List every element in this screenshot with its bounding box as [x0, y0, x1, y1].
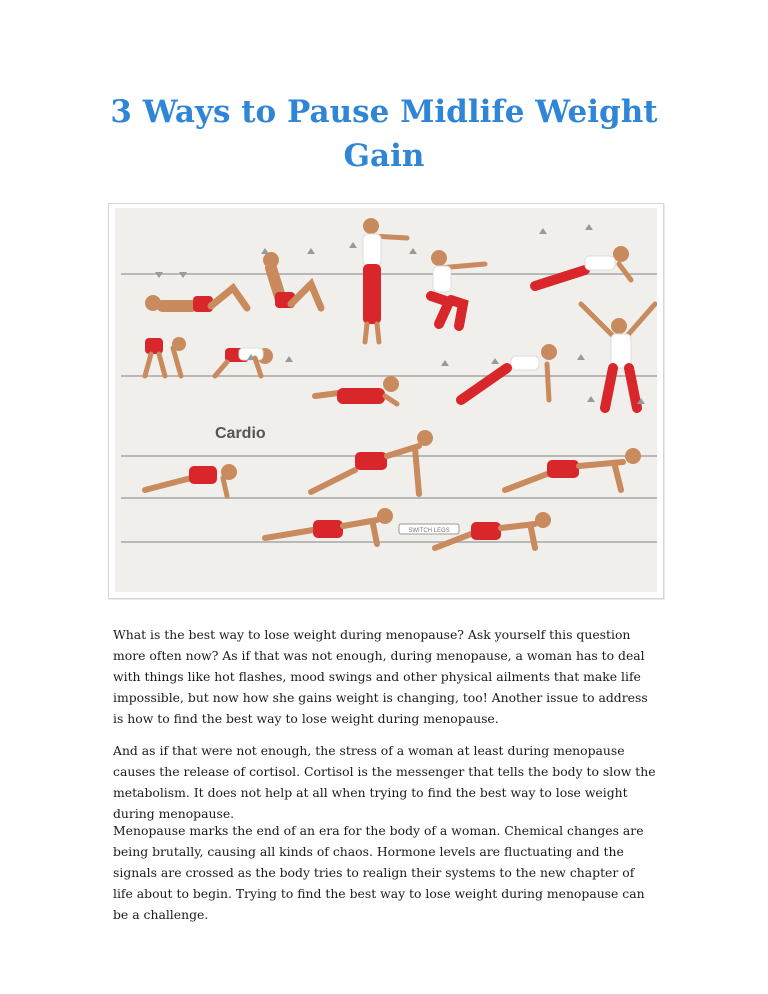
body-paragraph-2: And as if that were not enough, the stress of a woman at least during menopause causes the release of cortisol. Cortisol is the messenger that tells the body to slow the metabolism. It does not help at all when trying to find the best way to lose weight during menopause. [113, 743, 656, 821]
exercise-figure-cobra [315, 376, 399, 404]
document-title: 3 Ways to Pause Midlife Weight Gain [110, 94, 658, 174]
exercise-illustration-frame [108, 203, 664, 599]
exercise-figure-plank-1 [145, 464, 237, 496]
switch-legs-arrow [399, 524, 459, 534]
exercise-figure-jumping-jack [581, 304, 655, 408]
exercise-illustration-svg [115, 208, 657, 592]
switch-legs-label: SWITCH LEGS [408, 528, 450, 534]
body-paragraph-3: Menopause marks the end of an era for the body of a woman. Chemical changes are being brutally, causing all kinds of chaos. Hormone levels are fluctuating and the signals are crossed as the body tries to realign their systems to the new chapter of life about to begin. Trying to find the best way to lose weight during menopause can be a challenge. [113, 823, 645, 922]
body-paragraph-1: What is the best way to lose weight during menopause? Ask yourself this question more often now? As if that was not enough, during menopause, a woman has to deal with things like hot flashes, mood swings and other physical ailments that make life impossible, but now how she gains weight is changing, too! Another issue to address is how to find the best way to lose weight during menopause. [113, 627, 648, 726]
exercise-figure-standing-arms-forward [363, 218, 407, 342]
exercise-figure-bear-crawl-2 [215, 348, 273, 376]
exercise-figure-forearm-plank [505, 448, 641, 490]
exercise-figure-crunch-sitting [263, 252, 321, 308]
floor-lines [121, 274, 657, 542]
exercise-figure-side-plank [535, 246, 631, 286]
exercise-figure-pushup [311, 430, 433, 494]
figure-cardio-label: Cardio [215, 425, 266, 442]
exercise-figure-squat [431, 250, 485, 326]
exercise-figure-crunch-lying [145, 288, 247, 312]
exercise-figure-mountain-climber-1 [265, 508, 393, 544]
exercise-illustration [115, 208, 657, 592]
exercise-figure-mountain-climber-woman [461, 344, 557, 400]
exercise-figure-bear-crawl-1 [145, 337, 186, 376]
